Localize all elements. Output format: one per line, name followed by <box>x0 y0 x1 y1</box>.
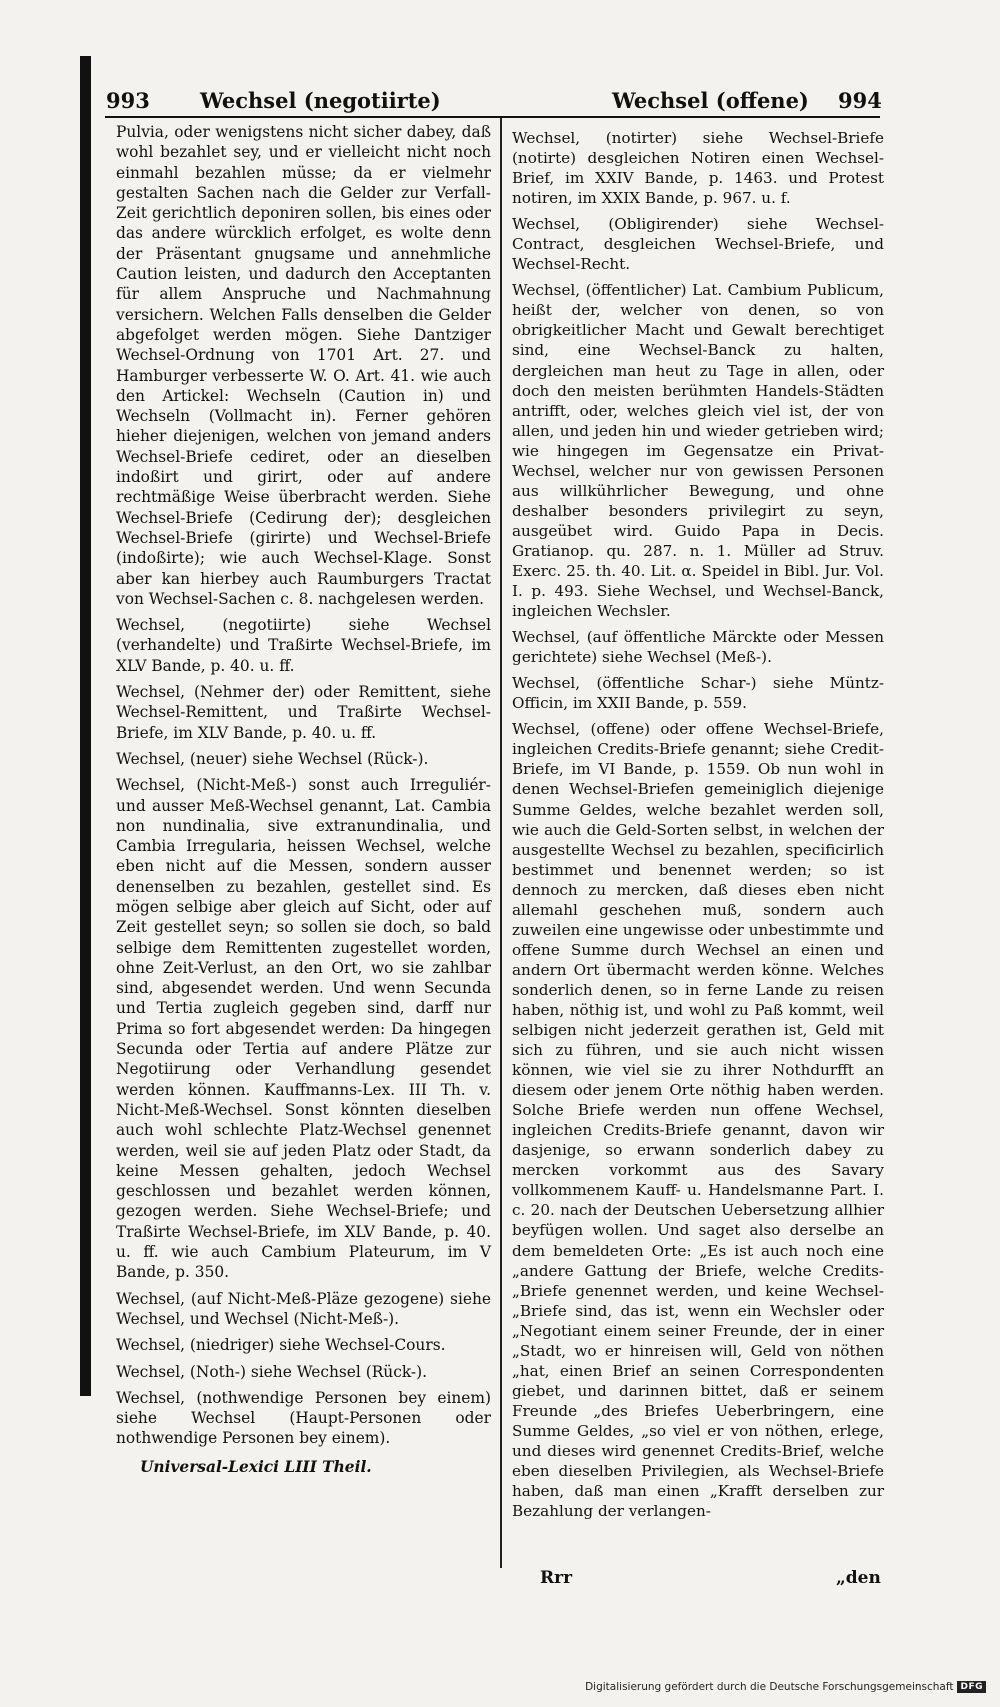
column-divider <box>500 118 502 1568</box>
right-column <box>512 122 884 1525</box>
entry: Wechsel, (notirter) siehe Wechsel-Briefe (notirte) desgleichen Notiren einen Wechsel-Brief, im XXIV Bande, p. 1463. und Protest notiren, im XXIX Bande, p. 967. u. f. <box>512 129 884 208</box>
paragraph: Pulvia, oder wenigstens nicht sicher dabey, daß wohl bezahlet sey, und er vielleicht nicht noch einmahl bezahlen müsse; da er vielmehr gestalten Sachen nach die Gelder zur Verfall-Zeit gerichtlich deponiren sollen, bis eines oder das andere würcklich erfolget, es wolte denn der Präsentant gnugsame und annehmliche Caution leisten, und dadurch den Acceptanten für allem Anspruche und Nachmahnung versichern. Welchen Falls denselben die Gelder abgefolget werden mögen. Siehe Dantziger Wechsel-Ordnung von 1701 Art. 27. und Hamburger verbesserte W. O. Art. 41. wie auch den Artickel: Wechseln (Caution in) und Wechseln (Vollmacht in). Ferner gehören hieher diejenigen, welchen von jemand anders Wechsel-Briefe cediret, oder an dieselben indoßirt und girirt, oder auf andere rechtmäßige Weise überbracht werden. Siehe Wechsel-Briefe (Cedirung der); desgleichen Wechsel-Briefe (girirte) und Wechsel-Briefe (indoßirte); wie auch Wechsel-Klage. Sonst aber kan hierbey auch Raumburgers Tractat von Wechsel-Sachen c. 8. nachgelesen werden. <box>116 123 491 608</box>
entry: Wechsel, (Noth-) siehe Wechsel (Rück-). <box>116 1362 427 1381</box>
entry: Wechsel, (neuer) siehe Wechsel (Rück-). <box>116 749 429 768</box>
signature-mark: Rrr <box>540 1568 573 1588</box>
footer-text: Digitalisierung gefördert durch die Deutsche Forschungsgemeinschaft <box>585 1681 954 1693</box>
entry: Wechsel, (offene) oder offene Wechsel-Briefe, ingleichen Credits-Briefe genannt; siehe Credit-Briefe, im VI Bande, p. 1559. Ob nun wohl in denen Wechsel-Briefen gemeiniglich diejenige Summe Geldes, welche bezahlet werden soll, wie auch die Geld-Sorten selbst, in welchen der ausgestellte Wechsel zu bezahlen, specificirlich bestimmet und benennet werden; so ist dennoch zu mercken, daß dieses eben nicht allemahl geschehen muß, sondern auch zuweilen eine ungewisse oder unbestimmte und offene Summe durch Wechsel an einen und andern Ort übermacht werden könne. Welches sonderlich denen, so in ferne Lande zu reisen haben, nöthig ist, und wohl zu Paß kommt, weil selbigen nicht jederzeit gerathen ist, Geld mit sich zu führen, und sie auch nicht wissen können, wie viel sie zu ihrer Nothdurfft an diesem oder jenem Orte nöthig haben werden. Solche Briefe werden nun offene Wechsel, ingleichen Credits-Briefe genannt, davon wir dasjenige, so erwann sonderlich dabey zu mercken vorkommt aus des Savary vollkommenem Kauff- u. Handelsmanne Part. I. c. 20. nach der Deutschen Uebersetzung allhier beyfügen wollen. Und saget also derselbe an dem bemeldeten Orte: „Es ist auch noch eine „andere Gattung der Briefe, welche Credits-„Briefe genennet werden, und keine Wechsel-„Briefe sind, das ist, wenn ein Wechsler oder „Negotiant einem seiner Freunde, der in einer „Stadt, wo er hinreisen will, Geld von nöthen „hat, einen Brief an seinen Correspondenten giebet, und darinnen bittet, daß er seinem Freunde „des Briefes Ueberbringern, eine Summe Geldes, „so viel er von nöthen, erlege, und dieses wird genennet Credits-Brief, welche eben dieselben Privilegien, als Wechsel-Briefe haben, daß man einen „Krafft derselben zur Bezahlung der verlangen- <box>512 720 884 1521</box>
right-running-title: Wechsel (offene) <box>612 88 809 113</box>
entry: Wechsel, (niedriger) siehe Wechsel-Cours. <box>116 1336 446 1355</box>
signature-line: Universal-Lexici LIII Theil. <box>140 1457 372 1476</box>
digitization-footer <box>585 1681 986 1693</box>
left-running-title: Wechsel (negotiirte) <box>200 88 441 113</box>
entry: Wechsel, (öffentlicher) Lat. Cambium Publicum, heißt der, welcher von denen, so von obrigkeitlicher Macht und Gewalt berechtiget sind, eine Wechsel-Banck zu halten, dergleichen man heut zu Tage in allen, oder doch den meisten berühmten Handels-Städten antrifft, oder, welches gleich viel ist, der von allen, und jeden hin und wieder getrieben wird; wie hingegen im Gegensatze ein Privat-Wechsel, welcher nur von gewissen Personen aus willkührlicher Bewegung, und ohne deshalber besonders privilegirt zu seyn, ausgeübet wird. Guido Papa in Decis. Gratianop. qu. 287. n. 1. Müller ad Struv. Exerc. 25. th. 40. Lit. α. Speidel in Bibl. Jur. Vol. I. p. 493. Siehe Wechsel, und Wechsel-Banck, ingleichen Wechsler. <box>512 281 884 621</box>
entry: Wechsel, (Nicht-Meß-) sonst auch Irreguliér- und ausser Meß-Wechsel genannt, Lat. Cambia non nundinalia, sive extranundinalia, und Cambia Irregularia, heissen Wechsel, welche eben nicht auf die Messen, sondern ausser denenselben zu bezahlen, gestellet sind. Es mögen selbige aber gleich auf Sicht, oder auf Zeit gestellet seyn; so sollen sie doch, so bald selbige dem Remittenten zugestellet worden, ohne Zeit-Verlust, an den Ort, wo sie zahlbar sind, abgesendet werden. Und wenn Secunda und Tertia zugleich gegeben sind, darff nur Prima so fort abgesendet werden: Da hingegen Secunda oder Tertia auf andere Plätze zur Negotiirung oder Verhandlung gesendet werden können. Kauffmanns-Lex. III Th. v. Nicht-Meß-Wechsel. Sonst könnten dieselben auch wohl schlechte Platz-Wechsel genennet werden, weil sie auf jeden Platz oder Stadt, da keine Messen gehalten, jedoch Wechsel geschlossen und bezahlet werden können, gezogen werden. Siehe Wechsel-Briefe; und Traßirte Wechsel-Briefe, im XLV Bande, p. 40. u. ff. wie auch Cambium Plateurum, im V Bande, p. 350. <box>116 776 491 1282</box>
dfg-logo: DFG <box>957 1681 986 1693</box>
right-page-number: 994 <box>838 88 882 113</box>
entry: Wechsel, (auf öffentliche Märckte oder Messen gerichtete) siehe Wechsel (Meß-). <box>512 628 884 667</box>
header-rule <box>105 116 880 118</box>
entry: Wechsel, (nothwendige Personen bey einem) siehe Wechsel (Haupt-Personen oder nothwendige Personen bey einem). <box>116 1388 491 1448</box>
entry: Wechsel, (auf Nicht-Meß-Pläze gezogene) siehe Wechsel, und Wechsel (Nicht-Meß-). <box>116 1289 491 1328</box>
left-page-number: 993 <box>106 88 150 113</box>
entry: Wechsel, (öffentliche Schar-) siehe Müntz-Officin, im XXII Bande, p. 559. <box>512 674 884 713</box>
entry: Wechsel, (Nehmer der) oder Remittent, siehe Wechsel-Remittent, und Traßirte Wechsel-Briefe, im XLV Bande, p. 40. u. ff. <box>116 683 491 742</box>
entry: Wechsel, (negotiirte) siehe Wechsel (verhandelte) und Traßirte Wechsel-Briefe, im XLV Bande, p. 40. u. ff. <box>116 616 491 675</box>
catchword: „den <box>836 1568 881 1588</box>
binding-shadow <box>80 56 91 1396</box>
entry: Wechsel, (Obligirender) siehe Wechsel-Contract, desgleichen Wechsel-Briefe, und Wechsel-Recht. <box>512 215 884 274</box>
left-column <box>116 122 491 1481</box>
